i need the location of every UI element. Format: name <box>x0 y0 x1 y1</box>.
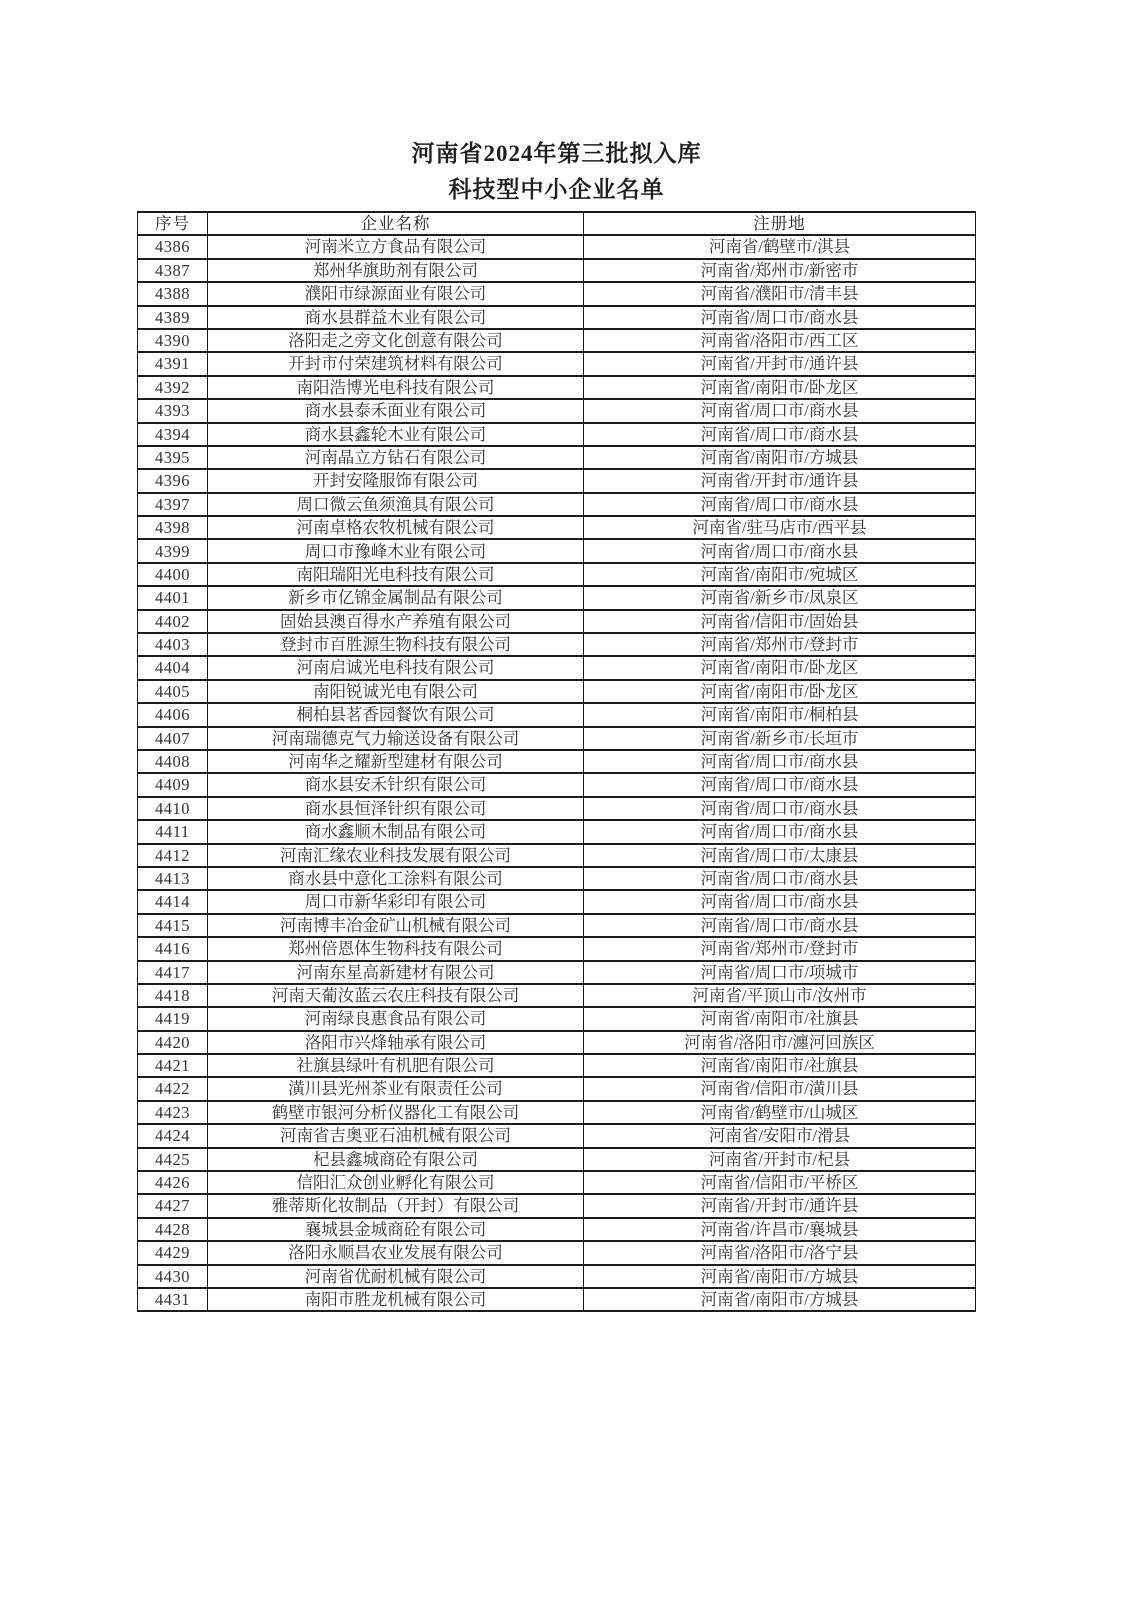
registration-cell: 河南省/郑州市/登封市 <box>584 633 976 656</box>
table-row <box>138 914 976 937</box>
table-row <box>138 352 976 375</box>
serial-cell: 4419 <box>138 1007 208 1030</box>
registration-cell: 河南省/周口市/商水县 <box>584 423 976 446</box>
table-row <box>138 1031 976 1054</box>
serial-cell: 4410 <box>138 797 208 820</box>
registration-cell: 河南省/周口市/商水县 <box>584 773 976 796</box>
table-row <box>138 1265 976 1288</box>
serial-cell: 4400 <box>138 563 208 586</box>
table-row <box>138 1194 976 1217</box>
table-row <box>138 961 976 984</box>
table-row <box>138 563 976 586</box>
serial-cell: 4402 <box>138 610 208 633</box>
registration-cell: 河南省/南阳市/宛城区 <box>584 563 976 586</box>
table-row <box>138 890 976 913</box>
registration-cell: 河南省/南阳市/卧龙区 <box>584 656 976 679</box>
serial-cell: 4408 <box>138 750 208 773</box>
registration-cell: 河南省/南阳市/社旗县 <box>584 1054 976 1077</box>
serial-cell: 4423 <box>138 1101 208 1124</box>
registration-cell: 河南省/信阳市/固始县 <box>584 610 976 633</box>
table-row <box>138 516 976 539</box>
company-name-cell: 雅蒂斯化妆制品（开封）有限公司 <box>208 1194 584 1217</box>
company-name-cell: 商水县鑫轮木业有限公司 <box>208 423 584 446</box>
table-row <box>138 867 976 890</box>
registration-cell: 河南省/平顶山市/汝州市 <box>584 984 976 1007</box>
serial-cell: 4418 <box>138 984 208 1007</box>
serial-cell: 4403 <box>138 633 208 656</box>
registration-cell: 河南省/周口市/太康县 <box>584 844 976 867</box>
registration-cell: 河南省/开封市/杞县 <box>584 1148 976 1171</box>
serial-cell: 4407 <box>138 727 208 750</box>
table-row <box>138 937 976 960</box>
company-name-cell: 新乡市亿锦金属制品有限公司 <box>208 586 584 609</box>
table-row <box>138 493 976 516</box>
serial-cell: 4387 <box>138 259 208 282</box>
serial-cell: 4414 <box>138 890 208 913</box>
table-row <box>138 1171 976 1194</box>
company-name-cell: 周口市豫峰木业有限公司 <box>208 539 584 562</box>
table-row <box>138 1007 976 1030</box>
registration-cell: 河南省/周口市/商水县 <box>584 890 976 913</box>
table-row <box>138 820 976 843</box>
company-name-cell: 洛阳永顺昌农业发展有限公司 <box>208 1241 584 1264</box>
company-name-cell: 河南卓格农牧机械有限公司 <box>208 516 584 539</box>
registration-cell: 河南省/南阳市/卧龙区 <box>584 680 976 703</box>
company-name-cell: 商水县群益木业有限公司 <box>208 306 584 329</box>
registration-cell: 河南省/郑州市/新密市 <box>584 259 976 282</box>
company-name-cell: 杞县鑫城商砼有限公司 <box>208 1148 584 1171</box>
company-name-cell: 洛阳市兴烽轴承有限公司 <box>208 1031 584 1054</box>
serial-cell: 4413 <box>138 867 208 890</box>
serial-cell: 4406 <box>138 703 208 726</box>
company-name-cell: 潢川县光州茶业有限责任公司 <box>208 1077 584 1100</box>
table-row <box>138 376 976 399</box>
company-name-cell: 登封市百胜源生物科技有限公司 <box>208 633 584 656</box>
table-row <box>138 259 976 282</box>
column-header-serial: 序号 <box>138 212 208 235</box>
serial-cell: 4397 <box>138 493 208 516</box>
company-name-cell: 商水鑫顺木制品有限公司 <box>208 820 584 843</box>
table-row <box>138 610 976 633</box>
table-row <box>138 1241 976 1264</box>
company-name-cell: 郑州华旗助剂有限公司 <box>208 259 584 282</box>
table-row <box>138 282 976 305</box>
table-row <box>138 680 976 703</box>
serial-cell: 4431 <box>138 1288 208 1311</box>
company-name-cell: 河南启诚光电科技有限公司 <box>208 656 584 679</box>
company-name-cell: 信阳汇众创业孵化有限公司 <box>208 1171 584 1194</box>
company-name-cell: 商水县中意化工涂料有限公司 <box>208 867 584 890</box>
serial-cell: 4415 <box>138 914 208 937</box>
company-name-cell: 河南汇缘农业科技发展有限公司 <box>208 844 584 867</box>
serial-cell: 4429 <box>138 1241 208 1264</box>
company-name-cell: 郑州倍恩体生物科技有限公司 <box>208 937 584 960</box>
table-row <box>138 446 976 469</box>
table-row <box>138 1054 976 1077</box>
registration-cell: 河南省/郑州市/登封市 <box>584 937 976 960</box>
serial-cell: 4396 <box>138 469 208 492</box>
table-row <box>138 633 976 656</box>
registration-cell: 河南省/南阳市/方城县 <box>584 446 976 469</box>
company-name-cell: 南阳浩博光电科技有限公司 <box>208 376 584 399</box>
company-name-cell: 商水县安禾针织有限公司 <box>208 773 584 796</box>
company-name-cell: 河南博丰冶金矿山机械有限公司 <box>208 914 584 937</box>
table-row <box>138 539 976 562</box>
table-row <box>138 1124 976 1147</box>
serial-cell: 4411 <box>138 820 208 843</box>
serial-cell: 4398 <box>138 516 208 539</box>
serial-cell: 4409 <box>138 773 208 796</box>
serial-cell: 4424 <box>138 1124 208 1147</box>
serial-cell: 4427 <box>138 1194 208 1217</box>
serial-cell: 4401 <box>138 586 208 609</box>
company-name-cell: 河南天葡汝蓝云农庄科技有限公司 <box>208 984 584 1007</box>
registration-cell: 河南省/洛阳市/瀍河回族区 <box>584 1031 976 1054</box>
registration-cell: 河南省/周口市/商水县 <box>584 797 976 820</box>
company-name-cell: 河南晶立方钻石有限公司 <box>208 446 584 469</box>
company-name-cell: 洛阳走之旁文化创意有限公司 <box>208 329 584 352</box>
registration-cell: 河南省/南阳市/卧龙区 <box>584 376 976 399</box>
registration-cell: 河南省/新乡市/长垣市 <box>584 727 976 750</box>
table-row <box>138 773 976 796</box>
serial-cell: 4388 <box>138 282 208 305</box>
column-header-company-name: 企业名称 <box>208 212 584 235</box>
registration-cell: 河南省/周口市/商水县 <box>584 493 976 516</box>
registration-cell: 河南省/南阳市/社旗县 <box>584 1007 976 1030</box>
registration-cell: 河南省/周口市/商水县 <box>584 399 976 422</box>
serial-cell: 4392 <box>138 376 208 399</box>
table-header-row <box>138 212 976 235</box>
registration-cell: 河南省/鹤壁市/淇县 <box>584 235 976 258</box>
table-row <box>138 727 976 750</box>
company-name-cell: 商水县泰禾面业有限公司 <box>208 399 584 422</box>
serial-cell: 4426 <box>138 1171 208 1194</box>
company-name-cell: 河南瑞德克气力输送设备有限公司 <box>208 727 584 750</box>
registration-cell: 河南省/周口市/商水县 <box>584 750 976 773</box>
registration-cell: 河南省/开封市/通许县 <box>584 352 976 375</box>
table-row <box>138 235 976 258</box>
page-title-line2: 科技型中小企业名单 <box>448 177 665 202</box>
table-row <box>138 984 976 1007</box>
serial-cell: 4416 <box>138 937 208 960</box>
company-name-cell: 河南省吉奥亚石油机械有限公司 <box>208 1124 584 1147</box>
company-name-cell: 商水县恒泽针织有限公司 <box>208 797 584 820</box>
serial-cell: 4430 <box>138 1265 208 1288</box>
registration-cell: 河南省/濮阳市/清丰县 <box>584 282 976 305</box>
table-row <box>138 1101 976 1124</box>
table-row <box>138 1218 976 1241</box>
table-row <box>138 1288 976 1311</box>
registration-cell: 河南省/周口市/商水县 <box>584 539 976 562</box>
company-name-cell: 河南东星高新建材有限公司 <box>208 961 584 984</box>
table-row <box>138 423 976 446</box>
serial-cell: 4421 <box>138 1054 208 1077</box>
company-name-cell: 开封市付荣建筑材料有限公司 <box>208 352 584 375</box>
registration-cell: 河南省/洛阳市/洛宁县 <box>584 1241 976 1264</box>
registration-cell: 河南省/信阳市/潢川县 <box>584 1077 976 1100</box>
table-row <box>138 750 976 773</box>
registration-cell: 河南省/鹤壁市/山城区 <box>584 1101 976 1124</box>
registration-cell: 河南省/洛阳市/西工区 <box>584 329 976 352</box>
table-row <box>138 1148 976 1171</box>
registration-cell: 河南省/周口市/商水县 <box>584 306 976 329</box>
company-name-cell: 河南省优耐机械有限公司 <box>208 1265 584 1288</box>
serial-cell: 4390 <box>138 329 208 352</box>
registration-cell: 河南省/周口市/商水县 <box>584 820 976 843</box>
page-title <box>0 136 1113 208</box>
registration-cell: 河南省/周口市/商水县 <box>584 867 976 890</box>
company-table-body <box>138 235 976 1311</box>
company-name-cell: 河南米立方食品有限公司 <box>208 235 584 258</box>
table-row <box>138 1077 976 1100</box>
page-title-line1: 河南省2024年第三批拟入库 <box>411 141 702 166</box>
column-header-registration: 注册地 <box>584 212 976 235</box>
company-name-cell: 开封安隆服饰有限公司 <box>208 469 584 492</box>
company-name-cell: 河南华之耀新型建材有限公司 <box>208 750 584 773</box>
table-row <box>138 844 976 867</box>
table-row <box>138 586 976 609</box>
company-name-cell: 南阳市胜龙机械有限公司 <box>208 1288 584 1311</box>
serial-cell: 4405 <box>138 680 208 703</box>
serial-cell: 4399 <box>138 539 208 562</box>
registration-cell: 河南省/开封市/通许县 <box>584 1194 976 1217</box>
company-name-cell: 鹤壁市银河分析仪器化工有限公司 <box>208 1101 584 1124</box>
serial-cell: 4412 <box>138 844 208 867</box>
company-name-cell: 周口微云鱼须渔具有限公司 <box>208 493 584 516</box>
registration-cell: 河南省/周口市/项城市 <box>584 961 976 984</box>
registration-cell: 河南省/安阳市/滑县 <box>584 1124 976 1147</box>
company-name-cell: 濮阳市绿源面业有限公司 <box>208 282 584 305</box>
company-name-cell: 南阳锐诚光电有限公司 <box>208 680 584 703</box>
serial-cell: 4386 <box>138 235 208 258</box>
registration-cell: 河南省/驻马店市/西平县 <box>584 516 976 539</box>
serial-cell: 4428 <box>138 1218 208 1241</box>
table-row <box>138 797 976 820</box>
registration-cell: 河南省/南阳市/桐柏县 <box>584 703 976 726</box>
serial-cell: 4394 <box>138 423 208 446</box>
table-row <box>138 703 976 726</box>
table-row <box>138 656 976 679</box>
registration-cell: 河南省/周口市/商水县 <box>584 914 976 937</box>
serial-cell: 4420 <box>138 1031 208 1054</box>
company-name-cell: 桐柏县茗香园餐饮有限公司 <box>208 703 584 726</box>
company-name-cell: 周口市新华彩印有限公司 <box>208 890 584 913</box>
table-row <box>138 469 976 492</box>
serial-cell: 4391 <box>138 352 208 375</box>
table-row <box>138 306 976 329</box>
serial-cell: 4417 <box>138 961 208 984</box>
registration-cell: 河南省/开封市/通许县 <box>584 469 976 492</box>
serial-cell: 4404 <box>138 656 208 679</box>
serial-cell: 4395 <box>138 446 208 469</box>
company-name-cell: 固始县澳百得水产养殖有限公司 <box>208 610 584 633</box>
company-name-cell: 社旗县绿叶有机肥有限公司 <box>208 1054 584 1077</box>
company-name-cell: 襄城县金城商砼有限公司 <box>208 1218 584 1241</box>
table-row <box>138 329 976 352</box>
registration-cell: 河南省/南阳市/方城县 <box>584 1265 976 1288</box>
registration-cell: 河南省/南阳市/方城县 <box>584 1288 976 1311</box>
company-table <box>137 211 976 1312</box>
serial-cell: 4425 <box>138 1148 208 1171</box>
table-row <box>138 399 976 422</box>
registration-cell: 河南省/许昌市/襄城县 <box>584 1218 976 1241</box>
company-name-cell: 河南绿良惠食品有限公司 <box>208 1007 584 1030</box>
serial-cell: 4389 <box>138 306 208 329</box>
serial-cell: 4422 <box>138 1077 208 1100</box>
serial-cell: 4393 <box>138 399 208 422</box>
company-name-cell: 南阳瑞阳光电科技有限公司 <box>208 563 584 586</box>
registration-cell: 河南省/新乡市/凤泉区 <box>584 586 976 609</box>
registration-cell: 河南省/信阳市/平桥区 <box>584 1171 976 1194</box>
